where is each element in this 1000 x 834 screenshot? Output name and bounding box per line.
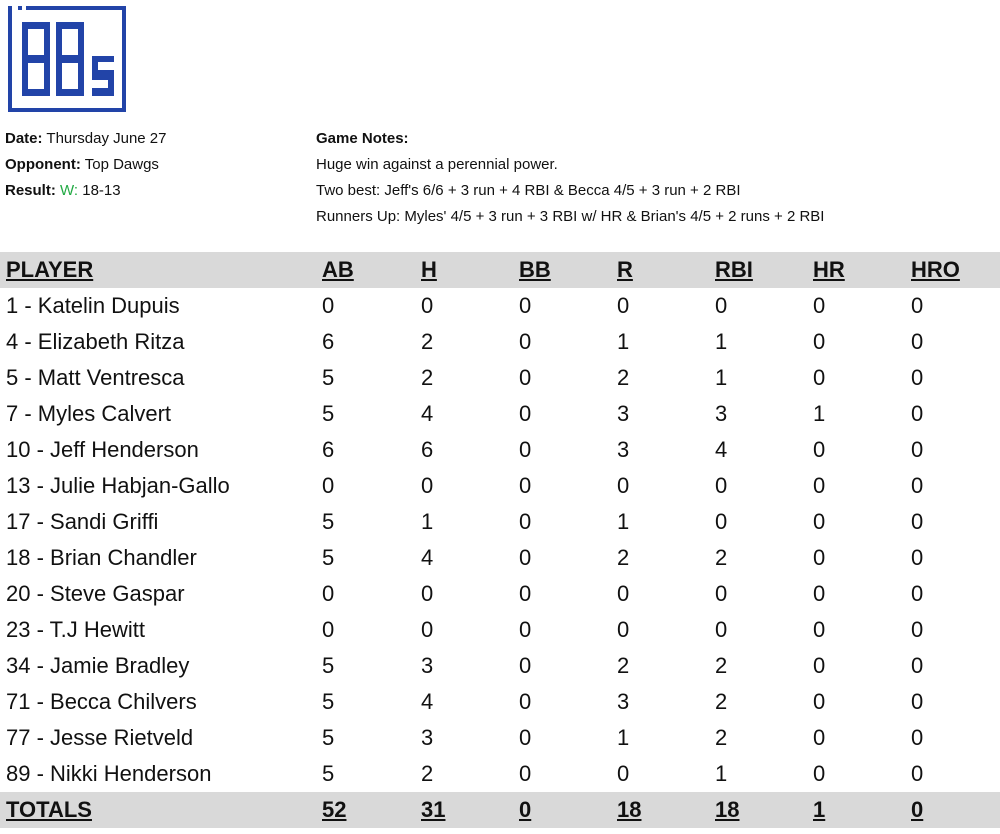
cell-r: 0 xyxy=(617,293,630,318)
date-line xyxy=(5,126,167,152)
cell-hr: 0 xyxy=(813,437,826,462)
cell-ab: 5 xyxy=(322,689,335,714)
totals-r: 18 xyxy=(617,797,642,822)
table-row xyxy=(0,756,1000,792)
cell-bb: 0 xyxy=(519,401,532,426)
cell-hr: 0 xyxy=(813,293,826,318)
table-row xyxy=(0,468,1000,504)
cell-bb: 0 xyxy=(519,725,532,750)
cell-hr: 1 xyxy=(813,401,826,426)
column-header-bb: BB xyxy=(519,257,551,282)
cell-h: 0 xyxy=(421,473,434,498)
cell-r: 1 xyxy=(617,725,630,750)
column-header-player: PLAYER xyxy=(6,257,94,282)
totals-hro: 0 xyxy=(911,797,924,822)
cell-rbi: 0 xyxy=(715,293,728,318)
table-row xyxy=(0,684,1000,720)
cell-hr: 0 xyxy=(813,689,826,714)
cell-bb: 0 xyxy=(519,329,532,354)
opponent-line xyxy=(5,152,167,178)
cell-hro: 0 xyxy=(911,761,924,786)
column-header-h: H xyxy=(421,257,437,282)
cell-rbi: 2 xyxy=(715,545,728,570)
cell-bb: 0 xyxy=(519,437,532,462)
cell-rbi: 0 xyxy=(715,581,728,606)
cell-bb: 0 xyxy=(519,545,532,570)
cell-hro: 0 xyxy=(911,545,924,570)
cell-hr: 0 xyxy=(813,365,826,390)
cell-hr: 0 xyxy=(813,653,826,678)
table-row xyxy=(0,648,1000,684)
team-logo xyxy=(8,6,126,112)
totals-rbi: 18 xyxy=(715,797,740,822)
column-header-r: R xyxy=(617,257,633,282)
cell-h: 4 xyxy=(421,689,434,714)
table-header-row xyxy=(0,252,1000,288)
totals-h: 31 xyxy=(421,797,446,822)
result-code: W: xyxy=(60,182,79,199)
table-row xyxy=(0,432,1000,468)
table-row xyxy=(0,360,1000,396)
cell-hr: 0 xyxy=(813,581,826,606)
cell-hr: 0 xyxy=(813,617,826,642)
cell-ab: 5 xyxy=(322,509,335,534)
game-note-line: Two best: Jeff's 6/6 + 3 run + 4 RBI & Becca 4/5 + 3 run + 2 RBI xyxy=(316,182,741,199)
cell-r: 1 xyxy=(617,509,630,534)
cell-bb: 0 xyxy=(519,581,532,606)
opponent-value: Top Dawgs xyxy=(84,156,159,173)
cell-rbi: 1 xyxy=(715,329,728,354)
cell-player: 13 - Julie Habjan-Gallo xyxy=(6,473,230,498)
cell-player: 77 - Jesse Rietveld xyxy=(6,725,194,750)
table-row xyxy=(0,576,1000,612)
cell-r: 0 xyxy=(617,581,630,606)
cell-hr: 0 xyxy=(813,473,826,498)
cell-player: 34 - Jamie Bradley xyxy=(6,653,190,678)
date-value: Thursday June 27 xyxy=(46,130,167,147)
table-row xyxy=(0,288,1000,324)
cell-bb: 0 xyxy=(519,761,532,786)
totals-label: TOTALS xyxy=(6,797,92,822)
game-notes-title: Game Notes: xyxy=(316,130,409,147)
cell-hr: 0 xyxy=(813,509,826,534)
cell-ab: 6 xyxy=(322,437,335,462)
result-line xyxy=(5,178,167,204)
table-row xyxy=(0,324,1000,360)
cell-player: 20 - Steve Gaspar xyxy=(6,581,185,606)
table-row xyxy=(0,540,1000,576)
cell-ab: 5 xyxy=(322,725,335,750)
cell-bb: 0 xyxy=(519,617,532,642)
table-row xyxy=(0,720,1000,756)
cell-player: 18 - Brian Chandler xyxy=(6,545,197,570)
cell-h: 1 xyxy=(421,509,434,534)
cell-player: 23 - T.J Hewitt xyxy=(6,617,145,642)
cell-player: 7 - Myles Calvert xyxy=(6,401,172,426)
cell-h: 2 xyxy=(421,329,434,354)
cell-h: 2 xyxy=(421,365,434,390)
cell-rbi: 0 xyxy=(715,509,728,534)
cell-h: 3 xyxy=(421,653,434,678)
cell-bb: 0 xyxy=(519,689,532,714)
cell-ab: 5 xyxy=(322,365,335,390)
cell-ab: 6 xyxy=(322,329,335,354)
totals-hr: 1 xyxy=(813,797,826,822)
cell-ab: 0 xyxy=(322,473,335,498)
cell-ab: 0 xyxy=(322,581,335,606)
column-header-rbi: RBI xyxy=(715,257,753,282)
cell-player: 17 - Sandi Griffi xyxy=(6,509,159,534)
cell-hr: 0 xyxy=(813,329,826,354)
cell-r: 0 xyxy=(617,761,630,786)
cell-hr: 0 xyxy=(813,761,826,786)
cell-hro: 0 xyxy=(911,581,924,606)
cell-r: 3 xyxy=(617,401,630,426)
totals-bb: 0 xyxy=(519,797,532,822)
column-header-ab: AB xyxy=(322,257,354,282)
cell-bb: 0 xyxy=(519,509,532,534)
cell-player: 89 - Nikki Henderson xyxy=(6,761,212,786)
cell-h: 2 xyxy=(421,761,434,786)
cell-ab: 5 xyxy=(322,761,335,786)
totals-row xyxy=(0,792,1000,828)
cell-r: 3 xyxy=(617,437,630,462)
cell-r: 3 xyxy=(617,689,630,714)
cell-player: 1 - Katelin Dupuis xyxy=(6,293,180,318)
cell-bb: 0 xyxy=(519,365,532,390)
result-score: 18-13 xyxy=(82,182,121,199)
cell-h: 4 xyxy=(421,401,434,426)
cell-r: 2 xyxy=(617,365,630,390)
cell-r: 2 xyxy=(617,653,630,678)
table-row xyxy=(0,504,1000,540)
cell-ab: 0 xyxy=(322,293,335,318)
cell-r: 0 xyxy=(617,473,630,498)
game-note-line: Huge win against a perennial power. xyxy=(316,156,558,173)
opponent-label: Opponent: xyxy=(5,156,81,173)
result-label: Result: xyxy=(5,182,56,199)
cell-rbi: 2 xyxy=(715,725,728,750)
cell-hro: 0 xyxy=(911,401,924,426)
game-note-line: Runners Up: Myles' 4/5 + 3 run + 3 RBI w/ HR & Brian's 4/5 + 2 runs + 2 RBI xyxy=(316,208,825,225)
cell-rbi: 1 xyxy=(715,365,728,390)
cell-rbi: 1 xyxy=(715,761,728,786)
cell-ab: 5 xyxy=(322,401,335,426)
cell-player: 10 - Jeff Henderson xyxy=(6,437,199,462)
column-header-hr: HR xyxy=(813,257,845,282)
date-label: Date: xyxy=(5,130,43,147)
cell-hro: 0 xyxy=(911,329,924,354)
cell-hro: 0 xyxy=(911,689,924,714)
table-body xyxy=(0,288,1000,792)
cell-rbi: 0 xyxy=(715,473,728,498)
cell-hro: 0 xyxy=(911,293,924,318)
totals-ab: 52 xyxy=(322,797,347,822)
cell-hro: 0 xyxy=(911,437,924,462)
cell-bb: 0 xyxy=(519,473,532,498)
cell-h: 0 xyxy=(421,293,434,318)
cell-hro: 0 xyxy=(911,653,924,678)
cell-rbi: 0 xyxy=(715,617,728,642)
cell-rbi: 4 xyxy=(715,437,728,462)
cell-h: 3 xyxy=(421,725,434,750)
cell-player: 5 - Matt Ventresca xyxy=(6,365,185,390)
cell-rbi: 3 xyxy=(715,401,728,426)
cell-player: 71 - Becca Chilvers xyxy=(6,689,197,714)
cell-ab: 5 xyxy=(322,545,335,570)
cell-h: 6 xyxy=(421,437,434,462)
cell-hr: 0 xyxy=(813,725,826,750)
cell-h: 0 xyxy=(421,581,434,606)
cell-rbi: 2 xyxy=(715,653,728,678)
column-header-hro: HRO xyxy=(911,257,960,282)
cell-hr: 0 xyxy=(813,545,826,570)
cell-hro: 0 xyxy=(911,473,924,498)
table-row xyxy=(0,396,1000,432)
cell-hro: 0 xyxy=(911,365,924,390)
cell-r: 0 xyxy=(617,617,630,642)
cell-rbi: 2 xyxy=(715,689,728,714)
game-info xyxy=(5,126,167,204)
table-row xyxy=(0,612,1000,648)
cell-hro: 0 xyxy=(911,509,924,534)
cell-h: 0 xyxy=(421,617,434,642)
game-notes xyxy=(316,126,824,230)
cell-player: 4 - Elizabeth Ritza xyxy=(6,329,185,354)
cell-r: 2 xyxy=(617,545,630,570)
cell-hro: 0 xyxy=(911,617,924,642)
cell-bb: 0 xyxy=(519,293,532,318)
player-stats-table xyxy=(0,252,1000,828)
cell-hro: 0 xyxy=(911,725,924,750)
cell-ab: 0 xyxy=(322,617,335,642)
cell-r: 1 xyxy=(617,329,630,354)
cell-ab: 5 xyxy=(322,653,335,678)
cell-bb: 0 xyxy=(519,653,532,678)
cell-h: 4 xyxy=(421,545,434,570)
